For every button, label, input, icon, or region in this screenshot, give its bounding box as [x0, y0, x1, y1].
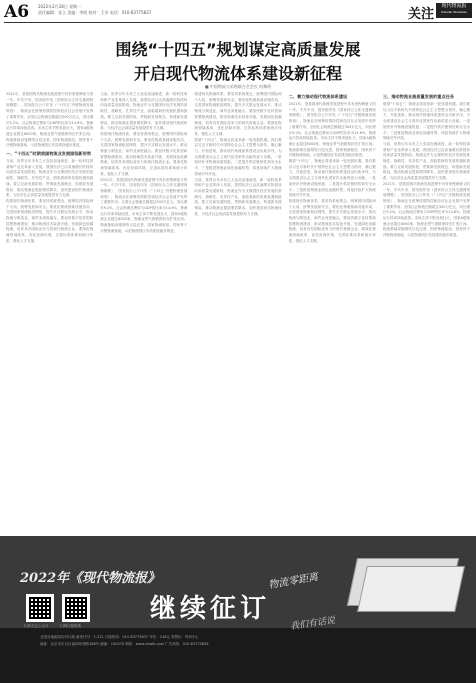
paragraph-3: 构建现代物流体系，要坚持系统观念，统筹国内国际两个大局，统筹发展和安全。要优化物流基础设施布局，完善国家物流枢纽网络，提升多式联运发展水平，推动物流与制造业、商贸业深度融合。要加快数字化转型和智慧物流建设，推动物流技术装备升级，发展绿色低碳物流，培育具有国际竞争力的现代物流企业。要深化物流领域改革，优化营商环境，完善标准体系和统计体系，强化人才支撑。: [6, 198, 94, 243]
headline-line-1: 围绕“十四五”规划谋定高质量发展: [115, 40, 361, 59]
masthead-rule: [4, 22, 472, 23]
column-5: [383, 92, 470, 532]
paragraph-7: 构建现代物流体系，要坚持系统观念，统筹国内国际两个大局，统筹发展和安全。要优化物流基础设施布局，完善国家物流枢纽网络，提升多式联运发展水平，推动物流与制造业、商贸业深度融合。要加快数字化转型和智慧物流建设，推动物流技术装备升级，发展绿色低碳物流，培育具有国际竞争力的现代物流企业。要深化物流领域改革，优化营商环境，完善标准体系和统计体系，强化人才支撑。: [194, 92, 282, 136]
qr-code-icon: [26, 594, 54, 622]
qr-label-1: 扫码关注公众号: [24, 624, 49, 628]
page-number: A6: [4, 2, 30, 22]
qr-code-icon: [62, 594, 90, 622]
column-3: [194, 92, 281, 532]
column-4: [289, 92, 376, 532]
column-1: [6, 92, 93, 532]
paragraph-12: 构建现代物流体系，要坚持系统观念，统筹国内国际两个大局，统筹发展和安全。要优化物流基础设施布局，完善国家物流枢纽网络，提升多式联运发展水平，推动物流与制造业、商贸业深度融合。要加快数字化转型和智慧物流建设，推动物流技术装备升级，发展绿色低碳物流，培育具有国际竞争力的现代物流企业。要深化物流领域改革，优化营商环境，完善标准体系和统计体系，强化人才支撑。: [288, 198, 376, 243]
column-2: [100, 92, 187, 532]
dateline-date: 2022年2月28日 星期一: [38, 4, 82, 9]
paragraph-10: 2021年，是我国现代物流发展进程中具有里程碑意义的一年。中共中央、国务院印发《国家综合立体交通网规划纲要》，国务院办公厅印发《“十四五”冷链物流发展规划》，物流业在统筹疫情防控和经济社会发展中发挥了重要作用。全国社会物流总额超过300万亿元，同比增长9.2%，社会物流总费用与GDP的比率为14.6%，物流运行效率持续改善。市场主体不断发展壮大，国家A级物流企业超过8000家，物流业景气指数保持在扩张区间。物流基础设施网络日趋完善，国家物流枢纽、国家骨干冷链物流基地、示范物流园区布局建设稳步推进。: [288, 102, 376, 158]
newspaper-sheet-icon: [357, 566, 465, 612]
paragraph-2: 当前，世界百年未有之大变局加速演进，新一轮科技革命和产业变革深入发展，我国经济已由高速增长阶段转向高质量发展阶段。物流业作为支撑国民经济发展的基础性、战略性、先导性产业，面临着新的发展机遇和挑战。要立足新发展阶段，贯彻新发展理念，构建新发展格局，推动物流业提质增效降本，加快建设现代物流体系，为经济社会高质量发展提供有力支撑。: [6, 159, 94, 198]
paragraph-14: 当前，世界百年未有之大变局加速演进，新一轮科技革命和产业变革深入发展，我国经济已由高速增长阶段转向高质量发展阶段。物流业作为支撑国民经济发展的基础性、战略性、先导性产业，面临着新的发展机遇和挑战。要立足新发展阶段，贯彻新发展理念，构建新发展格局，推动物流业提质增效降本，加快建设现代物流体系，为经济社会高质量发展提供有力支撑。: [382, 141, 471, 181]
subhead-2: 二、着力推动现代物流体系建设: [288, 94, 348, 99]
banner-footer-1: 全国各地邮局均可订阅 邮发代号：1-221 订阅热线：010-83775837 年价：216元 零售价：每份3元: [40, 635, 198, 639]
subhead-3: 三、推动物流业高质量发展的重点任务: [382, 94, 455, 99]
subhead-1: 一、“十四五”时期我国物流业发展面临新形势: [6, 151, 92, 157]
paragraph-8: 展望“十四五”，物流业将迎来新一轮发展机遇。我们要以习近平新时代中国特色社会主义思想为指导，凝心聚力，开拓进取，推动现代物流体系建设迈出新步伐，为全面建设社会主义现代化国家作出新的更大贡献。一是加快补齐物流设施短板；二是提升供应链韧性和安全水平；三是推进物流业绿色低碳转型；四是持续扩大物流领域对外开放。: [194, 137, 282, 176]
brand-sub: Xiandai Wuliubao: [440, 10, 468, 14]
dateline: [38, 4, 151, 16]
paragraph-6: 2021年，是我国现代物流发展进程中具有里程碑意义的一年。中共中央、国务院印发《国家综合立体交通网规划纲要》，国务院办公厅印发《“十四五”冷链物流发展规划》，物流业在统筹疫情防控和经济社会发展中发挥了重要作用。全国社会物流总额超过300万亿元，同比增长9.2%，社会物流总费用与GDP的比率为14.6%，物流运行效率持续改善。市场主体不断发展壮大，国家A级物流企业超过8000家，物流业景气指数保持在扩张区间。物流基础设施网络日趋完善，国家物流枢纽、国家骨干冷链物流基地、示范物流园区布局建设稳步推进。: [100, 177, 188, 233]
paragraph-4: 当前，世界百年未有之大变局加速演进，新一轮科技革命和产业变革深入发展，我国经济已由高速增长阶段转向高质量发展阶段。物流业作为支撑国民经济发展的基础性、战略性、先导性产业，面临着新的发展机遇和挑战。要立足新发展阶段，贯彻新发展理念，构建新发展格局，推动物流业提质增效降本，加快建设现代物流体系，为经济社会高质量发展提供有力支撑。: [100, 92, 188, 131]
banner-year-title: 2022年《现代物流报》: [20, 571, 161, 586]
paragraph-1: 2021年，是我国现代物流发展进程中具有里程碑意义的一年。中共中央、国务院印发《国家综合立体交通网规划纲要》，国务院办公厅印发《“十四五”冷链物流发展规划》，物流业在统筹疫情防控和经济社会发展中发挥了重要作用。全国社会物流总额超过300万亿元，同比增长9.2%，社会物流总费用与GDP的比率为14.6%，物流运行效率持续改善。市场主体不断发展壮大，国家A级物流企业超过8000家，物流业景气指数保持在扩张区间。物流基础设施网络日趋完善，国家物流枢纽、国家骨干冷链物流基地、示范物流园区布局建设稳步推进。: [6, 92, 94, 148]
paragraph-13: 展望“十四五”，物流业将迎来新一轮发展机遇。我们要以习近平新时代中国特色社会主义思想为指导，凝心聚力，开拓进取，推动现代物流体系建设迈出新步伐，为全面建设社会主义现代化国家作出新的更大贡献。一是加快补齐物流设施短板；二是提升供应链韧性和安全水平；三是推进物流业绿色低碳转型；四是持续扩大物流领域对外开放。: [382, 102, 471, 141]
paragraph-15: 2021年，是我国现代物流发展进程中具有里程碑意义的一年。中共中央、国务院印发《国家综合立体交通网规划纲要》，国务院办公厅印发《“十四五”冷链物流发展规划》，物流业在统筹疫情防控和经济社会发展中发挥了重要作用。全国社会物流总额超过300万亿元，同比增长9.2%，社会物流总费用与GDP的比率为14.6%，物流运行效率持续改善。市场主体不断发展壮大，国家A级物流企业超过8000家，物流业景气指数保持在扩张区间。物流基础设施网络日趋完善，国家物流枢纽、国家骨干冷链物流基地、示范物流园区布局建设稳步推进。: [382, 181, 471, 238]
banner-slogan: 物流零距离: [267, 571, 319, 592]
paragraph-11: 展望“十四五”，物流业将迎来新一轮发展机遇。我们要以习近平新时代中国特色社会主义思想为指导，凝心聚力，开拓进取，推动现代物流体系建设迈出新步伐，为全面建设社会主义现代化国家作出新的更大贡献。一是加快补齐物流设施短板；二是提升供应链韧性和安全水平；三是推进物流业绿色低碳转型；四是持续扩大物流领域对外开放。: [288, 159, 376, 198]
section-label: 关注: [407, 7, 434, 22]
byline: ■ 中国物流与采购联合会会长 何黎明: [204, 84, 272, 89]
brand-logo: [436, 3, 472, 18]
brand-name: 现代物流报: [441, 3, 467, 9]
paragraph-5: 构建现代物流体系，要坚持系统观念，统筹国内国际两个大局，统筹发展和安全。要优化物流基础设施布局，完善国家物流枢纽网络，提升多式联运发展水平，推动物流与制造业、商贸业深度融合。要加快数字化转型和智慧物流建设，推动物流技术装备升级，发展绿色低碳物流，培育具有国际竞争力的现代物流企业。要深化物流领域改革，优化营商环境，完善标准体系和统计体系，强化人才支撑。: [100, 131, 188, 176]
banner-footer-2: 地址：北京市丰台区南四环西路188号 邮编：100070 网址：www.xdwlb.com 广告热线：010-83775836: [40, 642, 209, 646]
article-body: [6, 92, 470, 532]
masthead: [0, 0, 476, 22]
headline-line-2: 开启现代物流体系建设新征程: [133, 64, 342, 83]
banner-cta: 继续征订: [150, 594, 271, 624]
dateline-editors: 责任编辑：张立 美编：李明 校对：王芳 电话：010-83775837: [38, 10, 152, 15]
qr-label-2: 扫码订阅报纸: [60, 624, 81, 628]
subscription-banner: [0, 536, 476, 683]
banner-slogan-sub: 我们有话说: [289, 615, 336, 633]
paragraph-9: 当前，世界百年未有之大变局加速演进，新一轮科技革命和产业变革深入发展，我国经济已由高速增长阶段转向高质量发展阶段。物流业作为支撑国民经济发展的基础性、战略性、先导性产业，面临着新的发展机遇和挑战。要立足新发展阶段，贯彻新发展理念，构建新发展格局，推动物流业提质增效降本，加快建设现代物流体系，为经济社会高质量发展提供有力支撑。: [194, 177, 282, 216]
